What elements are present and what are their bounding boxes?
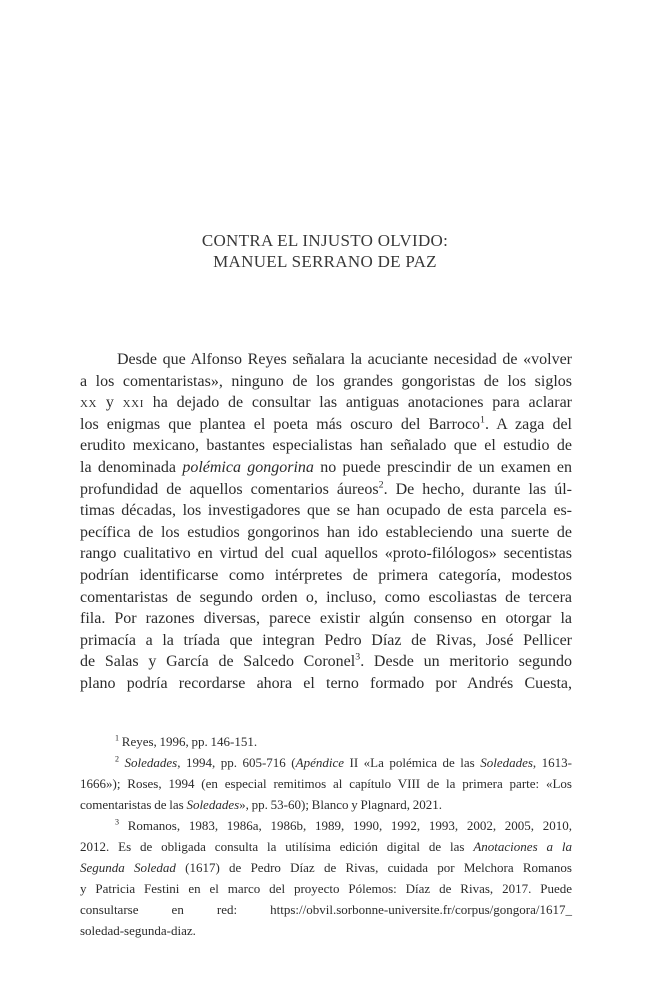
footnote-line <box>80 794 572 815</box>
text-run: los enigmas que plantea el poeta más oscuro del Barroco <box>80 415 481 433</box>
text-run: plano podría recordarse ahora el terno formado por Andrés Cuesta, <box>80 674 572 692</box>
chapter-title <box>0 230 650 272</box>
text-run: . A zaga del <box>485 415 572 433</box>
body-text-line <box>80 435 572 457</box>
small-caps-text: xx <box>80 394 98 412</box>
chapter-title-line-2: MANUEL SERRANO DE PAZ <box>213 252 437 271</box>
italic-text: Apéndice <box>295 755 345 770</box>
text-run: 1666»); Roses, 1994 (en especial remitimos al capítulo VIII de la primera parte: «Los <box>80 776 572 791</box>
footnote-line <box>80 836 572 857</box>
footnote-line <box>80 815 572 836</box>
italic-text: Soledades <box>186 797 240 812</box>
text-run: II «La polémica de las <box>344 755 481 770</box>
text-run: comentaristas de segundo orden o, incluso, como escoliastas de tercera <box>80 588 572 606</box>
footnote-reference: 1 <box>480 414 485 426</box>
text-run: rango cualitativo en virtud del cual aquellos «proto-filólogos» secentistas <box>80 545 572 563</box>
chapter-title-line-1: CONTRA EL INJUSTO OLVIDO: <box>201 231 449 250</box>
footnote-line <box>80 878 572 899</box>
footnote <box>80 752 572 815</box>
text-run: ha dejado de consultar las antiguas anotaciones para aclarar <box>143 394 573 412</box>
text-run: 2012. Es de obligada consulta la utilísima edición digital de las <box>80 839 474 854</box>
footnote-line <box>80 857 572 878</box>
text-run: primacía a la tríada que integran Pedro Díaz de Rivas, José Pellicer <box>80 631 572 649</box>
text-run: Romanos, 1983, 1986a, 1986b, 1989, 1990, 1992, 1993, 2002, 2005, 2010, <box>127 818 572 833</box>
body-text-line <box>80 543 572 565</box>
small-caps-text: xxi <box>122 394 144 412</box>
italic-text: Soledades <box>124 755 178 770</box>
body-text-line <box>80 651 572 673</box>
text-run: profundidad de aquellos comentarios áureos <box>80 480 379 498</box>
footnote-line <box>80 899 572 920</box>
footnote-number: 1 <box>115 733 120 743</box>
body-text-line <box>80 371 572 393</box>
footnotes-section <box>80 731 572 941</box>
italic-text: Anotaciones a la <box>473 839 572 854</box>
body-text-line <box>80 673 572 695</box>
text-run: (1617) de Pedro Díaz de Rivas, cuidada por Melchora Romanos <box>175 860 572 875</box>
text-run: timas décadas, los investigadores que se han ocupado de esta parcela es- <box>80 502 572 520</box>
text-run: Desde que Alfonso Reyes señalara la acuciante necesidad de «volver <box>117 351 572 368</box>
italic-text: Soledades <box>480 755 533 770</box>
footnote-line <box>80 920 572 941</box>
body-text-line <box>80 630 572 652</box>
footnote-line <box>80 752 572 773</box>
body-text-line <box>80 479 572 501</box>
text-run: no puede prescindir de un examen en <box>313 458 573 476</box>
text-run: podrían identificarse como intérpretes de primera categoría, modestos <box>80 566 572 584</box>
body-text-line <box>80 457 572 479</box>
text-run: de Salas y García de Salcedo Coronel <box>80 653 356 671</box>
italic-text: Segunda Soledad <box>80 860 176 875</box>
text-run: comentaristas de las <box>80 797 187 812</box>
text-run: », pp. 53-60); Blanco y Plagnard, 2021. <box>239 797 442 812</box>
body-text-line <box>80 587 572 609</box>
body-text-line <box>80 414 572 436</box>
body-text-line <box>80 392 572 414</box>
text-run: a los comentaristas», ninguno de los grandes gongoristas de los siglos <box>80 372 572 390</box>
text-run: y Patricia Festini en el marco del proyecto Pólemos: Díaz de Rivas, 2017. Puede <box>80 881 572 896</box>
text-run: la denominada <box>80 458 183 476</box>
body-paragraph <box>80 349 572 695</box>
text-run: soledad-segunda-diaz. <box>80 923 196 938</box>
text-run: Reyes, 1996, pp. 146-151. <box>121 734 258 749</box>
text-run: fila. Por razones diversas, parece existir algún consenso en otorgar la <box>80 610 572 628</box>
body-text-line <box>80 522 572 544</box>
body-text-line <box>80 349 572 371</box>
footnote <box>80 731 572 752</box>
footnote <box>80 815 572 941</box>
body-text-line <box>80 565 572 587</box>
text-run: pecífica de los estudios gongorinos han ido estableciendo una suerte de <box>80 523 572 541</box>
footnote-number: 3 <box>115 817 120 827</box>
footnote-reference: 2 <box>378 479 384 491</box>
text-run: y <box>97 394 123 412</box>
text-run: erudito mexicano, bastantes especialistas han señalado que el estudio de <box>80 437 572 455</box>
text-run: . Desde un meritorio segundo <box>360 653 572 671</box>
footnote-number: 2 <box>115 754 120 764</box>
text-run: , 1613- <box>532 755 572 770</box>
text-run: consultarse en red: https://obvil.sorbonne-universite.fr/corpus/gongora/1617_ <box>80 902 572 917</box>
footnote-line <box>80 731 572 752</box>
footnote-line <box>80 773 572 794</box>
text-run: , 1994, pp. 605-716 ( <box>177 755 296 770</box>
text-run: . De hecho, durante las úl- <box>383 480 573 498</box>
italic-text: polémica gongorina <box>182 458 314 476</box>
body-text-line <box>80 500 572 522</box>
footnote-reference: 3 <box>355 651 361 663</box>
body-text-line <box>80 608 572 630</box>
